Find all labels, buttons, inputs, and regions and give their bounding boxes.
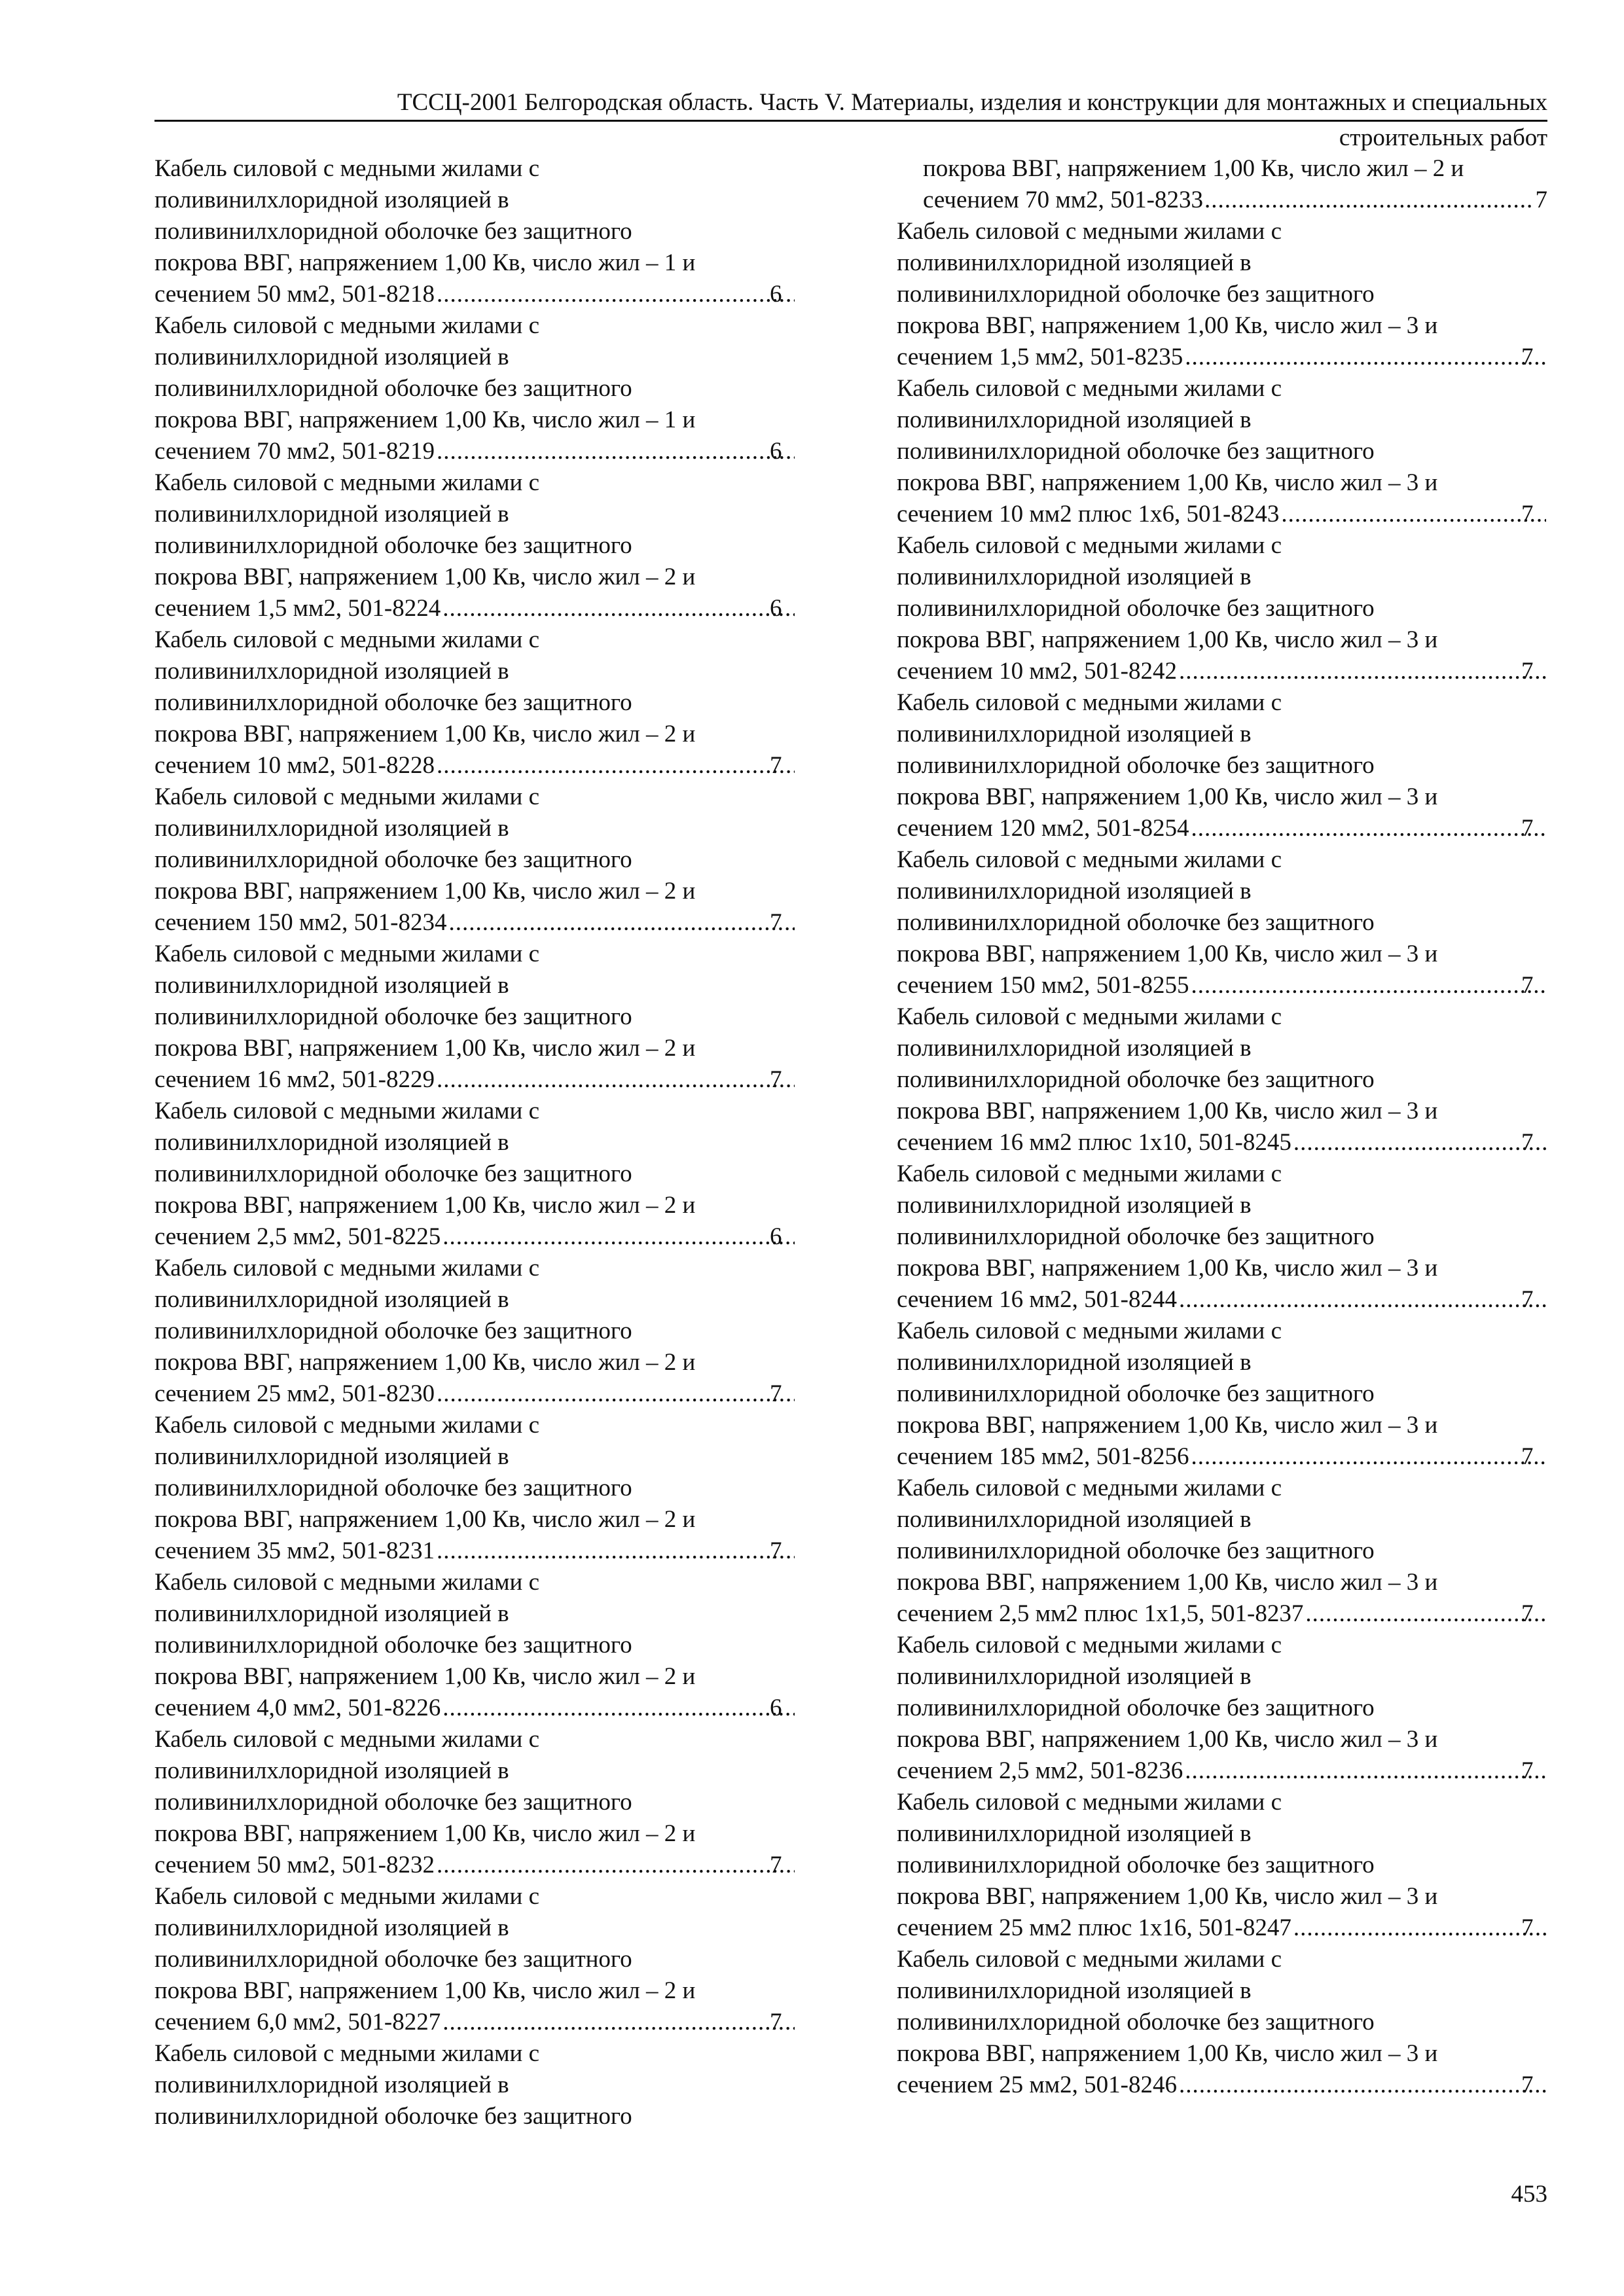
index-entry-line: поливинилхлоридной изоляцией в <box>154 815 509 842</box>
running-header <box>154 88 1547 122</box>
index-entry <box>897 530 1547 687</box>
index-entry <box>154 467 796 624</box>
index-entry <box>154 939 796 1096</box>
index-entry-last-line: сечением 25 мм2, 501-8246 ..... 7 <box>923 2070 1547 2101</box>
running-header-line-1: ТССЦ-2001 Белгородская область. Часть V. Материалы, изделия и конструкции для монтажных и специальных <box>397 89 1547 116</box>
dot-leader <box>1305 1598 1546 1630</box>
index-entry-reference: сечением 120 мм2, 501-8254 <box>897 815 1189 842</box>
index-entry-line: поливинилхлоридной изоляцией в <box>154 187 509 213</box>
index-entry-line: поливинилхлоридной изоляцией в <box>154 2072 509 2098</box>
dot-leader <box>1178 656 1546 687</box>
index-entry-line: покрова ВВГ, напряжением 1,00 Кв, число жил – 3 и <box>897 1098 1438 1124</box>
index-column-right <box>897 153 1547 2101</box>
index-entry-line: поливинилхлоридной изоляцией в <box>154 1914 509 1941</box>
index-entry-title: Кабель силовой с медными жилами с <box>897 1475 1282 1501</box>
index-entry <box>154 310 796 467</box>
index-entry-title: Кабель силовой с медными жилами с <box>154 1255 540 1282</box>
dot-leader <box>1184 1755 1546 1787</box>
index-entry-title: покрова ВВГ, напряжением 1,00 Кв, число жил – 2 и <box>923 155 1464 182</box>
index-entry-last-line: сечением 50 мм2, 501-8218 ..... 6 <box>181 279 796 310</box>
index-entry-line: покрова ВВГ, напряжением 1,00 Кв, число жил – 1 и <box>154 249 696 276</box>
index-entry-line: поливинилхлоридной изоляцией в <box>154 501 509 528</box>
index-entry-title: Кабель силовой с медными жилами с <box>154 155 540 182</box>
index-entry-title: Кабель силовой с медными жилами с <box>897 1003 1282 1030</box>
index-entry-line: поливинилхлоридной оболочке без защитного <box>154 1632 632 1659</box>
index-entry-reference: сечением 185 мм2, 501-8256 <box>897 1443 1189 1470</box>
index-entry-last-line: сечением 25 мм2 плюс 1х16, 501-8247 ..... 7 <box>923 1912 1547 1944</box>
index-entry-line: поливинилхлоридной оболочке без защитного <box>897 1852 1375 1878</box>
dot-leader <box>1191 1441 1547 1473</box>
index-entry-title: Кабель силовой с медными жилами с <box>154 1569 540 1596</box>
index-entry-last-line: сечением 70 мм2, 501-8219 ..... 6 <box>181 436 796 467</box>
index-entry-line: покрова ВВГ, напряжением 1,00 Кв, число жил – 3 и <box>897 2040 1438 2067</box>
index-entry-line: поливинилхлоридной оболочке без защитного <box>897 595 1375 622</box>
index-entry-line: поливинилхлоридной изоляцией в <box>897 1820 1252 1847</box>
dot-leader <box>1178 1284 1546 1316</box>
index-entry-reference: сечением 2,5 мм2 плюс 1х1,5, 501-8237 <box>897 1600 1304 1627</box>
index-entry-reference: сечением 50 мм2, 501-8218 <box>154 281 435 308</box>
index-entry-line: поливинилхлоридной оболочке без защитного <box>154 1789 632 1816</box>
index-entry-line: покрова ВВГ, напряжением 1,00 Кв, число жил – 3 и <box>897 1412 1438 1439</box>
index-entry-line: поливинилхлоридной оболочке без защитного <box>154 846 632 873</box>
index-entry-line: поливинилхлоридной оболочке без защитного <box>154 1160 632 1187</box>
index-entry-line: покрова ВВГ, напряжением 1,00 Кв, число жил – 3 и <box>897 626 1438 653</box>
dot-leader <box>1293 1912 1546 1944</box>
index-entry-line: поливинилхлоридной изоляцией в <box>897 249 1252 276</box>
index-entry-line: поливинилхлоридной оболочке без защитного <box>154 689 632 716</box>
index-entry <box>897 1001 1547 1158</box>
index-entry <box>897 373 1547 530</box>
index-entry-last-line: сечением 2,5 мм2 плюс 1х1,5, 501-8237 ..... 7 <box>923 1598 1547 1630</box>
dot-leader <box>448 907 795 939</box>
index-entry-last-line: сечением 1,5 мм2, 501-8224 ..... 6 <box>181 593 796 624</box>
dot-leader <box>436 279 795 310</box>
index-entry-title: Кабель силовой с медными жилами с <box>897 1318 1282 1344</box>
index-entry-reference: сечением 16 мм2, 501-8229 <box>154 1066 435 1093</box>
index-entry-line: поливинилхлоридной оболочке без защитного <box>897 438 1375 465</box>
index-entry-last-line: сечением 2,5 мм2, 501-8236 ..... 7 <box>923 1755 1547 1787</box>
index-entry-line: покрова ВВГ, напряжением 1,00 Кв, число жил – 2 и <box>154 1663 696 1690</box>
index-entry <box>897 216 1547 373</box>
index-entry-line: поливинилхлоридной изоляцией в <box>154 1757 509 1784</box>
index-entry-line: поливинилхлоридной оболочке без защитного <box>897 1695 1375 1721</box>
index-entry-last-line: сечением 16 мм2, 501-8244 ..... 7 <box>923 1284 1547 1316</box>
index-entry-title: Кабель силовой с медными жилами с <box>154 941 540 967</box>
index-entry-title: Кабель силовой с медными жилами с <box>897 1789 1282 1816</box>
index-entry-line: поливинилхлоридной оболочке без защитного <box>154 1003 632 1030</box>
index-entry <box>154 1881 796 2038</box>
index-entry-reference: сечением 4,0 мм2, 501-8226 <box>154 1695 441 1721</box>
index-entry-title: Кабель силовой с медными жилами с <box>897 375 1282 402</box>
index-entry-line: поливинилхлоридной оболочке без защитного <box>897 909 1375 936</box>
index-entry-line: поливинилхлоридной оболочке без защитного <box>897 1223 1375 1250</box>
index-entry-last-line: сечением 2,5 мм2, 501-8225 ..... 6 <box>181 1221 796 1253</box>
dot-leader <box>442 1693 795 1724</box>
index-entry-last-line <box>923 185 1547 216</box>
running-header-line-2: строительных работ <box>1339 124 1547 151</box>
index-entry-last-line: сечением 1,5 мм2, 501-8235 ..... 7 <box>923 342 1547 373</box>
index-entry <box>897 1630 1547 1787</box>
running-header-continuation <box>154 123 1547 153</box>
index-entry-line: поливинилхлоридной оболочке без защитного <box>154 218 632 245</box>
index-entry-line: поливинилхлоридной изоляцией в <box>154 1443 509 1470</box>
index-entry-line: поливинилхлоридной изоляцией в <box>897 1349 1252 1376</box>
index-entry-line: покрова ВВГ, напряжением 1,00 Кв, число жил – 3 и <box>897 1726 1438 1753</box>
index-entry-line: поливинилхлоридной оболочке без защитного <box>897 281 1375 308</box>
index-entry-reference: сечением 1,5 мм2, 501-8224 <box>154 595 441 622</box>
index-entry-line: поливинилхлоридной оболочке без защитного <box>897 1380 1375 1407</box>
index-entry-line: покрова ВВГ, напряжением 1,00 Кв, число жил – 3 и <box>897 941 1438 967</box>
index-entry-line: поливинилхлоридной изоляцией в <box>154 972 509 999</box>
index-entry-line: поливинилхлоридной изоляцией в <box>897 878 1252 905</box>
index-entry-line: покрова ВВГ, напряжением 1,00 Кв, число жил – 3 и <box>897 1569 1438 1596</box>
index-entry <box>154 1096 796 1253</box>
index-entry-reference: сечением 25 мм2 плюс 1х16, 501-8247 <box>897 1914 1291 1941</box>
index-entry-last-line: сечением 16 мм2, 501-8229 ..... 7 <box>181 1064 796 1096</box>
header-divider <box>154 120 1547 122</box>
index-entry <box>897 1944 1547 2101</box>
index-entry-reference: сечением 50 мм2, 501-8232 <box>154 1852 435 1878</box>
index-entry-last-line: сечением 10 мм2, 501-8242 ..... 7 <box>923 656 1547 687</box>
index-entry-line: поливинилхлоридной изоляцией в <box>154 658 509 685</box>
index-entry <box>897 687 1547 844</box>
index-entry-reference: сечением 70 мм2, 501-8233 <box>923 187 1203 213</box>
index-entry-last-line: сечением 10 мм2, 501-8228 ..... 7 <box>181 750 796 781</box>
dot-leader <box>436 1850 795 1881</box>
index-entry <box>897 1787 1547 1944</box>
index-entry-last-line: сечением 150 мм2, 501-8234 ..... 7 <box>181 907 796 939</box>
dot-leader <box>436 750 795 781</box>
index-entry-line: покрова ВВГ, напряжением 1,00 Кв, число жил – 2 и <box>154 1035 696 1062</box>
dot-leader <box>1293 1127 1546 1158</box>
index-entry-title: Кабель силовой с медными жилами с <box>154 1412 540 1439</box>
index-entry-title: Кабель силовой с медными жилами с <box>154 626 540 653</box>
dot-leader <box>1178 2070 1546 2101</box>
index-entry-reference: сечением 25 мм2, 501-8230 <box>154 1380 435 1407</box>
dot-leader <box>436 436 795 467</box>
index-entry-line: поливинилхлоридной изоляцией в <box>897 406 1252 433</box>
index-entry-title: Кабель силовой с медными жилами с <box>897 532 1282 559</box>
index-entry <box>154 1253 796 1410</box>
index-entry-title: Кабель силовой с медными жилами с <box>154 783 540 810</box>
index-entry <box>154 624 796 781</box>
index-entry-last-line: сечением 120 мм2, 501-8254 ..... 7 <box>923 813 1547 844</box>
index-entry-reference: сечением 150 мм2, 501-8255 <box>897 972 1189 999</box>
index-entry-reference: сечением 10 мм2, 501-8242 <box>897 658 1177 685</box>
index-entry-last-line: сечением 150 мм2, 501-8255 ..... 7 <box>923 970 1547 1001</box>
index-entry-line: покрова ВВГ, напряжением 1,00 Кв, число жил – 2 и <box>154 1349 696 1376</box>
index-entry-line: поливинилхлоридной оболочке без защитного <box>154 2103 632 2130</box>
dot-leader <box>1204 185 1534 216</box>
index-entry-line: поливинилхлоридной изоляцией в <box>897 564 1252 590</box>
index-entry-line: поливинилхлоридной изоляцией в <box>897 1035 1252 1062</box>
index-entry-reference: сечением 70 мм2, 501-8219 <box>154 438 435 465</box>
index-entry-reference: сечением 2,5 мм2, 501-8236 <box>897 1757 1183 1784</box>
dot-leader <box>1191 813 1547 844</box>
index-entry-line: поливинилхлоридной оболочке без защитного <box>897 1537 1375 1564</box>
index-entry-line: поливинилхлоридной изоляцией в <box>897 721 1252 747</box>
index-entry-title: Кабель силовой с медными жилами с <box>897 1946 1282 1973</box>
index-entry-line: покрова ВВГ, напряжением 1,00 Кв, число жил – 2 и <box>154 564 696 590</box>
index-entry-line: поливинилхлоридной изоляцией в <box>897 1506 1252 1533</box>
index-entry-line: покрова ВВГ, напряжением 1,00 Кв, число жил – 2 и <box>154 721 696 747</box>
index-entry-line: поливинилхлоридной изоляцией в <box>897 1663 1252 1690</box>
index-entry-line: покрова ВВГ, напряжением 1,00 Кв, число жил – 3 и <box>897 469 1438 496</box>
index-entry-last-line: сечением 4,0 мм2, 501-8226 ..... 6 <box>181 1693 796 1724</box>
index-entry <box>154 153 796 310</box>
dot-leader <box>1280 499 1546 530</box>
dot-leader <box>442 2007 795 2038</box>
index-entry <box>154 781 796 939</box>
index-entry-last-line: сечением 185 мм2, 501-8256 ..... 7 <box>923 1441 1547 1473</box>
index-entry-line: поливинилхлоридной изоляцией в <box>154 1286 509 1313</box>
index-entry-reference: сечением 10 мм2 плюс 1х6, 501-8243 <box>897 501 1280 528</box>
index-entry-title: Кабель силовой с медными жилами с <box>154 1098 540 1124</box>
index-entry-title: Кабель силовой с медными жилами с <box>154 1883 540 1910</box>
index-column-left <box>154 153 796 2132</box>
index-entry-reference: сечением 6,0 мм2, 501-8227 <box>154 2009 441 2036</box>
dot-leader <box>1191 970 1547 1001</box>
dot-leader <box>436 1378 795 1410</box>
dot-leader <box>442 593 795 624</box>
index-entry-last-line: сечением 35 мм2, 501-8231 ..... 7 <box>181 1535 796 1567</box>
index-entry <box>897 153 1547 216</box>
index-entry <box>154 1724 796 1881</box>
index-entry-last-line: сечением 6,0 мм2, 501-8227 ..... 7 <box>181 2007 796 2038</box>
index-entry-title: Кабель силовой с медными жилами с <box>897 1632 1282 1659</box>
index-entry-reference: сечением 10 мм2, 501-8228 <box>154 752 435 779</box>
index-entry <box>897 1158 1547 1316</box>
index-entry-title: Кабель силовой с медными жилами с <box>897 689 1282 716</box>
index-entry-line: покрова ВВГ, напряжением 1,00 Кв, число жил – 1 и <box>154 406 696 433</box>
index-entry-title: Кабель силовой с медными жилами с <box>897 1160 1282 1187</box>
index-entry-line: покрова ВВГ, напряжением 1,00 Кв, число жил – 3 и <box>897 1883 1438 1910</box>
index-entry-continues <box>154 2038 796 2132</box>
index-entry-last-line: сечением 25 мм2, 501-8230 ..... 7 <box>181 1378 796 1410</box>
index-entry <box>154 1410 796 1567</box>
index-entry-line: покрова ВВГ, напряжением 1,00 Кв, число жил – 2 и <box>154 1192 696 1219</box>
index-entry-title: Кабель силовой с медными жилами с <box>897 846 1282 873</box>
index-entry-title: Кабель силовой с медными жилами с <box>897 218 1282 245</box>
index-entry-line: поливинилхлоридной оболочке без защитного <box>154 375 632 402</box>
index-entry-line: поливинилхлоридной оболочке без защитного <box>897 752 1375 779</box>
index-entry-line: поливинилхлоридной изоляцией в <box>154 1129 509 1156</box>
index-entry-title: Кабель силовой с медными жилами с <box>154 312 540 339</box>
index-entry-title: Кабель силовой с медными жилами с <box>154 469 540 496</box>
page-number: 453 <box>1511 2181 1547 2208</box>
index-entry <box>154 1567 796 1724</box>
index-entry-page-number: 7 <box>1535 187 1547 213</box>
index-entry-line: поливинилхлоридной изоляцией в <box>897 1192 1252 1219</box>
index-entry-reference: сечением 25 мм2, 501-8246 <box>897 2072 1177 2098</box>
index-entry-last-line: сечением 10 мм2 плюс 1х6, 501-8243 ..... 7 <box>923 499 1547 530</box>
index-entry-title: Кабель силовой с медными жилами с <box>154 2040 540 2067</box>
index-entry-line: покрова ВВГ, напряжением 1,00 Кв, число жил – 2 и <box>154 878 696 905</box>
dot-leader <box>442 1221 795 1253</box>
index-entry-reference: сечением 1,5 мм2, 501-8235 <box>897 344 1183 370</box>
index-entry <box>897 1316 1547 1473</box>
index-entry-line: поливинилхлоридной изоляцией в <box>154 344 509 370</box>
index-entry-line: покрова ВВГ, напряжением 1,00 Кв, число жил – 2 и <box>154 1820 696 1847</box>
index-entry-line: покрова ВВГ, напряжением 1,00 Кв, число жил – 3 и <box>897 783 1438 810</box>
index-entry-reference: сечением 16 мм2 плюс 1х10, 501-8245 <box>897 1129 1291 1156</box>
dot-leader <box>436 1064 795 1096</box>
index-entry-line: поливинилхлоридной оболочке без защитного <box>897 2009 1375 2036</box>
index-entry-line: покрова ВВГ, напряжением 1,00 Кв, число жил – 2 и <box>154 1506 696 1533</box>
index-entry-title: Кабель силовой с медными жилами с <box>154 1726 540 1753</box>
index-entry-line: покрова ВВГ, напряжением 1,00 Кв, число жил – 3 и <box>897 312 1438 339</box>
dot-leader <box>1184 342 1546 373</box>
index-entry-line: поливинилхлоридной изоляцией в <box>897 1977 1252 2004</box>
index-entry-line: покрова ВВГ, напряжением 1,00 Кв, число жил – 2 и <box>154 1977 696 2004</box>
index-entry-line: поливинилхлоридной оболочке без защитного <box>897 1066 1375 1093</box>
index-entry-reference: сечением 150 мм2, 501-8234 <box>154 909 447 936</box>
index-entry-line: поливинилхлоридной изоляцией в <box>154 1600 509 1627</box>
index-entry-line: покрова ВВГ, напряжением 1,00 Кв, число жил – 3 и <box>897 1255 1438 1282</box>
index-entry-line: поливинилхлоридной оболочке без защитного <box>154 532 632 559</box>
index-entry-reference: сечением 2,5 мм2, 501-8225 <box>154 1223 441 1250</box>
index-entry-reference: сечением 16 мм2, 501-8244 <box>897 1286 1177 1313</box>
index-entry-reference: сечением 35 мм2, 501-8231 <box>154 1537 435 1564</box>
index-entry-line: поливинилхлоридной оболочке без защитного <box>154 1475 632 1501</box>
dot-leader <box>436 1535 795 1567</box>
index-entry-last-line: сечением 16 мм2 плюс 1х10, 501-8245 ..... 7 <box>923 1127 1547 1158</box>
index-entry-last-line: сечением 50 мм2, 501-8232 ..... 7 <box>181 1850 796 1881</box>
index-entry <box>897 844 1547 1001</box>
index-entry-line: поливинилхлоридной оболочке без защитного <box>154 1318 632 1344</box>
index-entry <box>897 1473 1547 1630</box>
index-entry-line: поливинилхлоридной оболочке без защитного <box>154 1946 632 1973</box>
